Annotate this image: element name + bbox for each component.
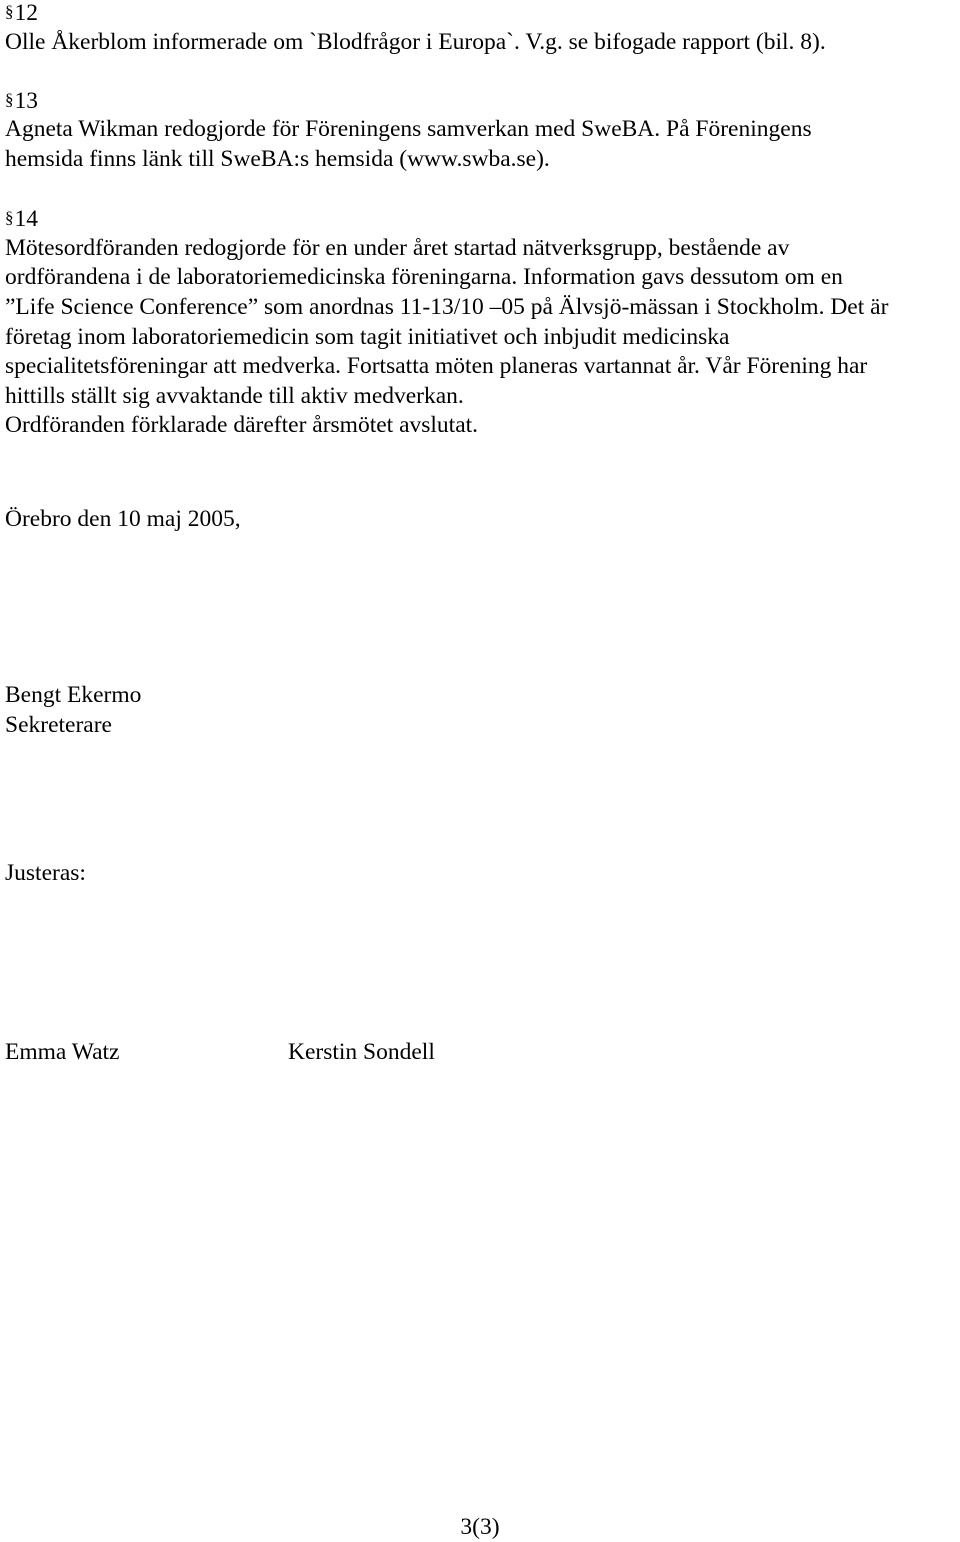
section-number: 13: [14, 88, 38, 114]
section-14-line-6: hittills ställt sig avvaktande till aktiv medverkan.: [5, 383, 464, 409]
section-13-line-1: Agneta Wikman redogjorde för Föreningens samverkan med SweBA. På Föreningens: [5, 116, 812, 142]
section-heading-12: [5, 0, 38, 28]
place-date: Örebro den 10 maj 2005,: [5, 506, 241, 532]
section-number: 12: [14, 0, 38, 26]
secretary-name: Bengt Ekermo: [5, 682, 142, 708]
secretary-title: Sekreterare: [5, 712, 112, 738]
section-heading-14: [5, 203, 38, 234]
section-13-line-2: hemsida finns länk till SweBA:s hemsida (www.swba.se).: [5, 146, 550, 172]
adjusters-label: Justeras:: [5, 860, 86, 886]
adjuster-name-2: Kerstin Sondell: [288, 1039, 435, 1065]
page-number: 3(3): [460, 1514, 500, 1540]
section-symbol: §: [5, 2, 14, 21]
section-14-line-4: företag inom laboratoriemedicin som tagit initiativet och inbjudit medicinska: [5, 324, 730, 350]
adjuster-name-1: Emma Watz: [5, 1039, 120, 1065]
section-symbol: §: [5, 90, 14, 109]
section-14-line-3: ”Life Science Conference” som anordnas 11-13/10 –05 på Älvsjö-mässan i Stockholm. Det är: [5, 294, 889, 320]
section-14-line-2: ordförandena i de laboratoriemedicinska föreningarna. Information gavs dessutom om en: [5, 264, 843, 290]
section-symbol: §: [5, 208, 14, 227]
section-number: 14: [14, 206, 38, 232]
section-heading-13: [5, 85, 38, 116]
section-14-line-5: specialitetsföreningar att medverka. Fortsatta möten planeras vartannat år. Vår Förening har: [5, 353, 868, 379]
section-12-line-1: Olle Åkerblom informerade om `Blodfrågor i Europa`. V.g. se bifogade rapport (bil. 8).: [5, 29, 826, 55]
section-14-line-1: Mötesordföranden redogjorde för en under året startad nätverksgrupp, bestående av: [5, 235, 790, 261]
section-14-line-7: Ordföranden förklarade därefter årsmötet avslutat.: [5, 412, 479, 438]
